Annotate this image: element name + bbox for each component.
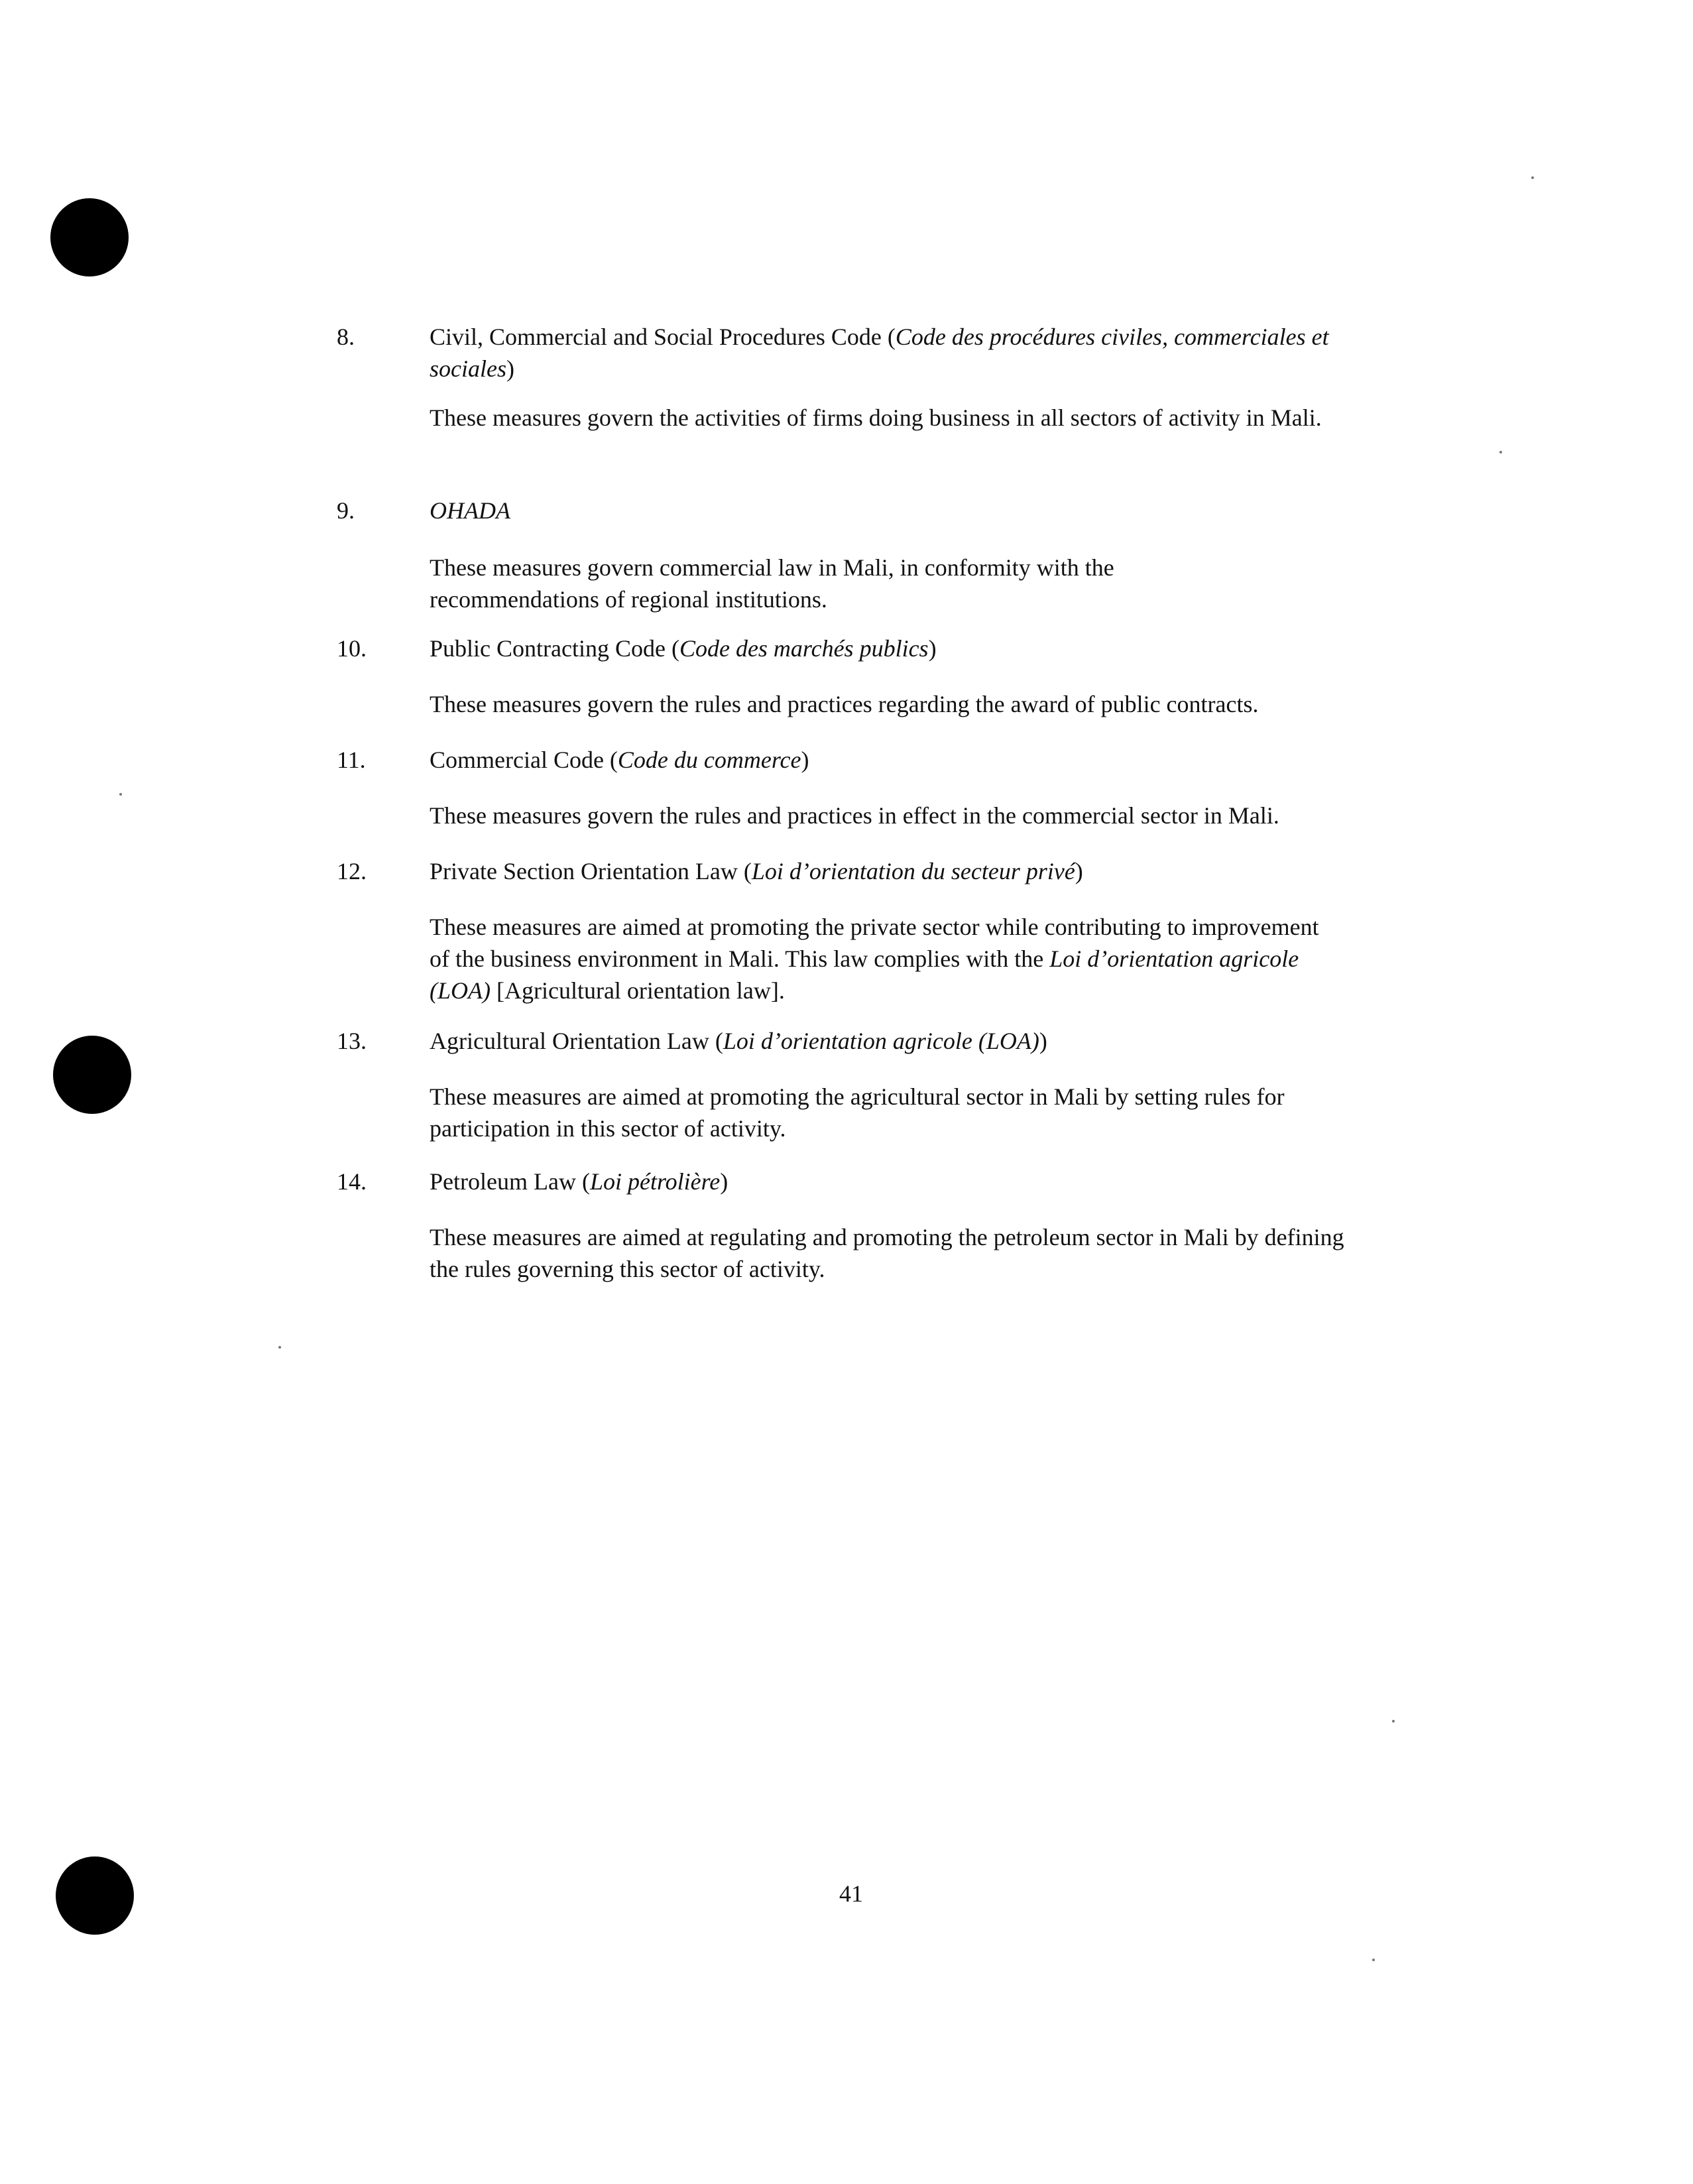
entry-number: 11. — [337, 747, 366, 773]
entry-heading: Agricultural Orientation Law (Loi d’orientation agricole (LOA)) — [430, 1028, 1047, 1054]
entry-description: These measures govern commercial law in Mali, in conformity with the recommendations of regional institutions. — [430, 554, 1114, 613]
punch-hole — [50, 198, 129, 276]
entry-heading: Private Section Orientation Law (Loi d’orientation du secteur privé) — [430, 858, 1083, 884]
page-number: 41 — [839, 1880, 863, 1907]
entry-number: 10. — [337, 635, 367, 662]
entry-number: 14. — [337, 1168, 367, 1195]
entry-number: 8. — [337, 324, 355, 350]
entry-description: These measures are aimed at promoting the agricultural sector in Mali by setting rules for participation in this sector of activity. — [430, 1083, 1285, 1142]
scan-speck — [1499, 451, 1502, 454]
entry-description: These measures govern the activities of firms doing business in all sectors of activity in Mali. — [430, 404, 1322, 431]
punch-hole — [53, 1036, 131, 1114]
scan-speck — [1531, 176, 1534, 179]
entry-heading: Public Contracting Code (Code des marchés publics) — [430, 635, 937, 662]
entry-number: 13. — [337, 1028, 367, 1054]
entry-description: These measures govern the rules and practices in effect in the commercial sector in Mali. — [430, 802, 1279, 829]
entry-heading: Commercial Code (Code du commerce) — [430, 747, 809, 773]
entry-number: 12. — [337, 858, 367, 884]
entry-heading: Civil, Commercial and Social Procedures Code (Code des procédures civiles, commerciales et sociales) — [430, 324, 1329, 382]
scan-speck — [278, 1346, 281, 1349]
entry-description: These measures are aimed at promoting the private sector while contributing to improvement of the business environment in Mali. This law complies with the Loi d’orientation agricole (LOA) [Agricultural orientation law]. — [430, 914, 1319, 1004]
scan-speck — [1372, 1959, 1375, 1961]
entry-description: These measures are aimed at regulating and promoting the petroleum sector in Mali by defining the rules governing this sector of activity. — [430, 1224, 1344, 1282]
entry-heading: OHADA — [430, 497, 510, 524]
entry-number: 9. — [337, 497, 355, 524]
scan-speck — [1392, 1720, 1395, 1723]
entry-heading: Petroleum Law (Loi pétrolière) — [430, 1168, 729, 1195]
scan-speck — [119, 793, 122, 796]
punch-hole — [56, 1856, 134, 1935]
entry-description: These measures govern the rules and practices regarding the award of public contracts. — [430, 691, 1259, 717]
